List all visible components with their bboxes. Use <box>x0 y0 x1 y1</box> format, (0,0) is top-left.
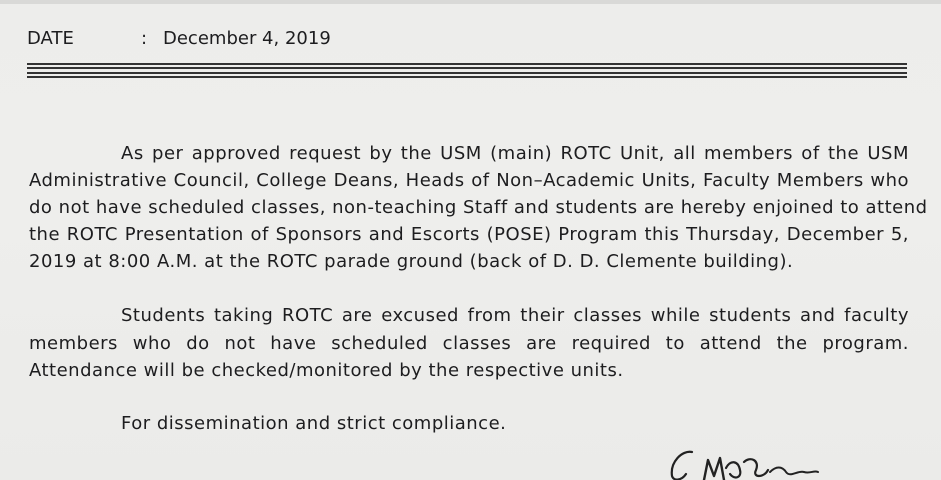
handwritten-signature <box>664 440 834 480</box>
double-rule-line <box>27 67 907 69</box>
double-rule-line <box>27 76 907 78</box>
paragraph-line: As per approved request by the USM (main) ROTC Unit, all members of the USM <box>121 143 909 164</box>
paragraph-line: Administrative Council, College Deans, Heads of Non–Academic Units, Faculty Members who <box>29 170 909 191</box>
paragraph-line: members who do not have scheduled classes are required to attend the program. <box>29 332 909 354</box>
paragraph-line: 2019 at 8:00 A.M. at the ROTC parade ground (back of D. D. Clemente building). <box>29 251 794 272</box>
body-paragraph-2 <box>29 302 909 385</box>
paragraph-line: Attendance will be checked/monitored by the respective units. <box>29 360 624 381</box>
paragraph-line: Students taking ROTC are excused from their classes while students and faculty <box>121 305 909 326</box>
closing-line: For dissemination and strict compliance. <box>121 413 507 434</box>
double-rule-line <box>27 72 907 74</box>
double-rule-line <box>27 63 907 65</box>
page-top-edge <box>0 0 941 4</box>
paragraph-line: do not have scheduled classes, non-teaching Staff and students are hereby enjoined to attend <box>29 197 928 218</box>
paragraph-line: the ROTC Presentation of Sponsors and Escorts (POSE) Program this Thursday, December 5, <box>29 224 909 245</box>
date-value: December 4, 2019 <box>163 28 331 49</box>
body-paragraph-1 <box>29 140 928 275</box>
date-separator: : <box>141 28 148 49</box>
date-label: DATE <box>27 28 74 49</box>
